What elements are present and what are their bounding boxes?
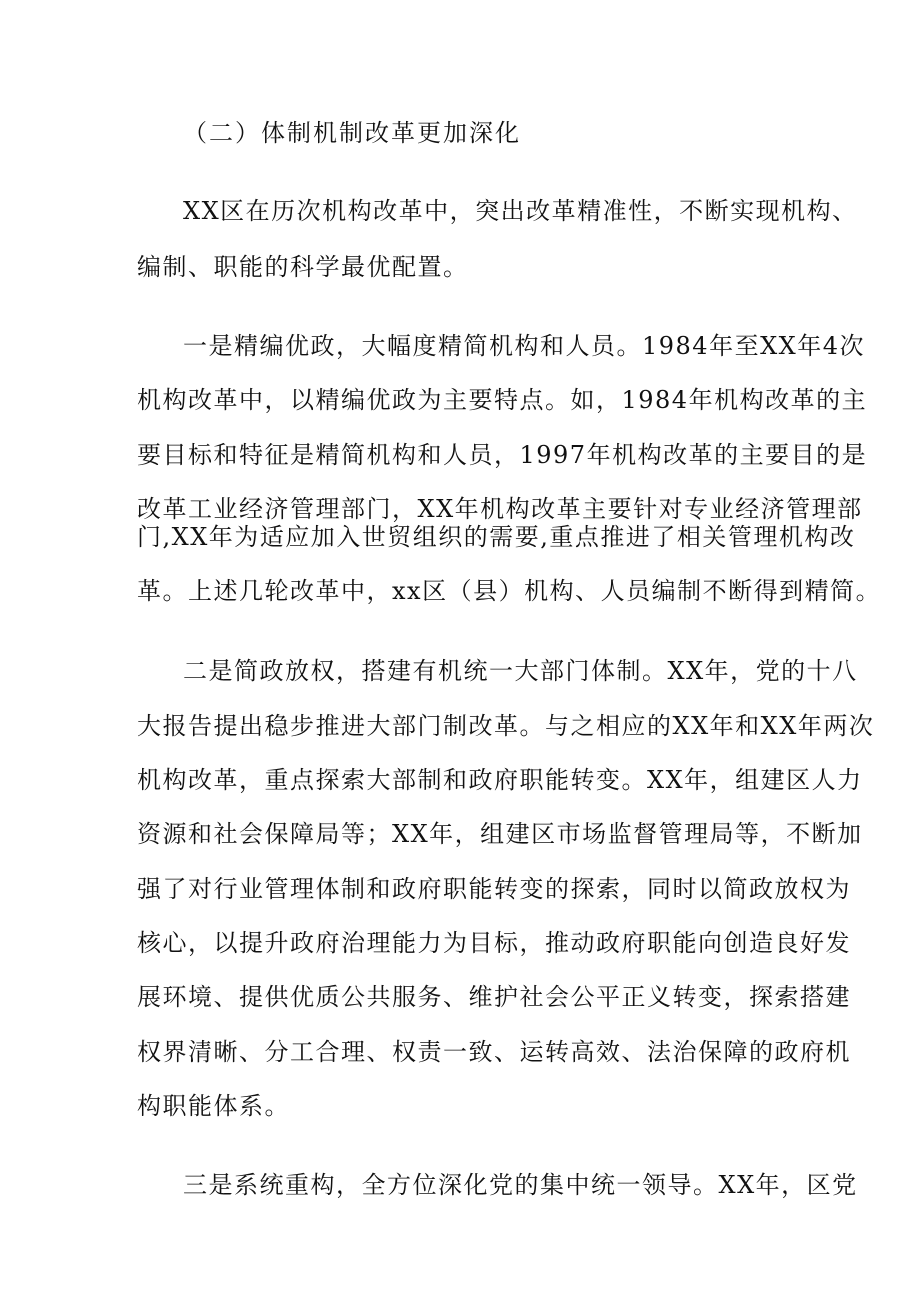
paragraph-3-line-8: 权界清晰、分工合理、权责一致、运转高效、法治保障的政府机 (137, 1038, 851, 1066)
paragraph-2-line-1: 一是精编优政，大幅度精简机构和人员。1984年至XX年4次 (183, 332, 866, 360)
paragraph-2-line-6: 革。上述几轮改革中，xx区（县）机构、人员编制不断得到精简。 (137, 577, 882, 605)
paragraph-3-line-4: 资源和社会保障局等；XX年，组建区市场监督管理局等，不断加 (137, 820, 863, 848)
paragraph-3-line-5: 强了对行业管理体制和政府职能转变的探索，同时以简政放权为 (137, 875, 851, 903)
paragraph-3-line-2: 大报告提出稳步推进大部门制改革。与之相应的XX年和XX年两次 (137, 712, 875, 740)
paragraph-2-line-5: 门,XX年为适应加入世贸组织的需要,重点推进了相关管理机构改 (137, 523, 856, 551)
paragraph-2-line-2: 机构改革中，以精编优政为主要特点。如，1984年机构改革的主 (137, 386, 868, 414)
paragraph-3-line-1: 二是简政放权，搭建有机统一大部门体制。XX年，党的十八 (183, 657, 858, 685)
paragraph-3-line-3: 机构改革，重点探索大部制和政府职能转变。XX年，组建区人力 (137, 766, 863, 794)
paragraph-2-line-4: 改革工业经济管理部门，XX年机构改革主要针对专业经济管理部 (137, 495, 863, 523)
paragraph-2-line-3: 要目标和特征是精简机构和人员，1997年机构改革的主要目的是 (137, 441, 868, 469)
paragraph-1-line-2: 编制、职能的科学最优配置。 (137, 253, 469, 281)
paragraph-1-line-1: XX区在历次机构改革中，突出改革精准性，不断实现机构、 (183, 197, 858, 225)
paragraph-3-line-7: 展环境、提供优质公共服务、维护社会公平正义转变，探索搭建 (137, 983, 851, 1011)
section-heading: （二）体制机制改革更加深化 (183, 119, 521, 147)
paragraph-4-line-1: 三是系统重构，全方位深化党的集中统一领导。XX年，区党 (183, 1171, 858, 1199)
paragraph-3-line-9: 构职能体系。 (137, 1092, 290, 1120)
paragraph-3-line-6: 核心，以提升政府治理能力为目标，推动政府职能向创造良好发 (137, 929, 851, 957)
